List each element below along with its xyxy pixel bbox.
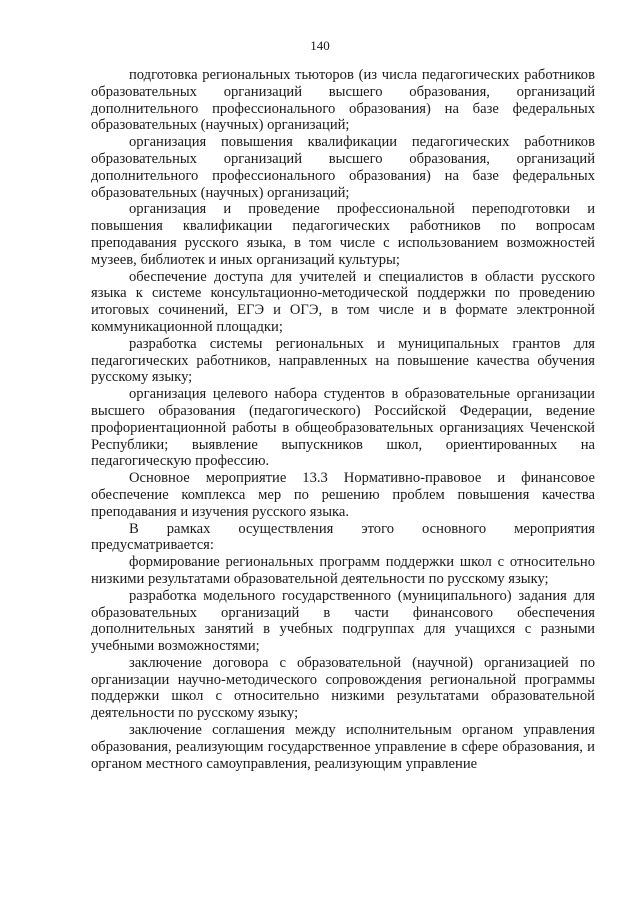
paragraph: заключение соглашения между исполнительным органом управления образования, реализующим государственное управление в сфере образования, и органом местного самоуправления, реализующим управление bbox=[91, 722, 595, 772]
paragraph: формирование региональных программ поддержки школ с относительно низкими результатами образовательной деятельности по русскому языку; bbox=[91, 554, 595, 587]
paragraph: организация и проведение профессиональной переподготовки и повышения квалификации педагогических работников по вопросам преподавания русского языка, в том числе с использованием возможностей музеев, библиотек и иных организаций культуры; bbox=[91, 201, 595, 268]
paragraph: обеспечение доступа для учителей и специалистов в области русского языка к системе консультационно-методической поддержки по проведению итоговых сочинений, ЕГЭ и ОГЭ, в том числе и в формате электронной коммуникационной площадки; bbox=[91, 268, 595, 335]
page-number: 140 bbox=[310, 38, 330, 53]
paragraph: заключение договора с образовательной (научной) организацией по организации научно-методического сопровождения региональной программы поддержки школ с относительно низкими результатами образовательной деятельности по русскому языку; bbox=[91, 654, 595, 722]
paragraph: Основное мероприятие 13.3 Нормативно-правовое и финансовое обеспечение комплекса мер по решению проблем повышения качества преподавания и изучения русского языка. bbox=[91, 470, 595, 520]
paragraph: организация повышения квалификации педагогических работников образовательных организаций высшего образования, организаций дополнительного профессионального образования) на базе федеральных образовательных (научных) организаций; bbox=[91, 134, 595, 201]
paragraph: разработка модельного государственного (муниципального) задания для образовательных организаций в части финансового обеспечения дополнительных занятий в учебных подгруппах для учащихся с разными учебными возможностями; bbox=[91, 587, 595, 655]
paragraph: подготовка региональных тьюторов (из числа педагогических работников образовательных организаций высшего образования, организаций дополнительного профессионального образования) на базе федеральных образовательных (научных) организаций; bbox=[91, 67, 595, 134]
paragraph: разработка системы региональных и муниципальных грантов для педагогических работников, направленных на повышение качества обучения русскому языку; bbox=[91, 335, 595, 386]
paragraph: организация целевого набора студентов в образовательные организации высшего образования (педагогического) Российской Федерации, ведение профориентационной работы в общеобразовательных организациях Чеченской Республики; выявление выпускников школ, ориентированных на педагогическую профессию. bbox=[91, 386, 595, 470]
document-body bbox=[91, 67, 595, 772]
paragraph: В рамках осуществления этого основного мероприятия предусматривается: bbox=[91, 520, 595, 554]
